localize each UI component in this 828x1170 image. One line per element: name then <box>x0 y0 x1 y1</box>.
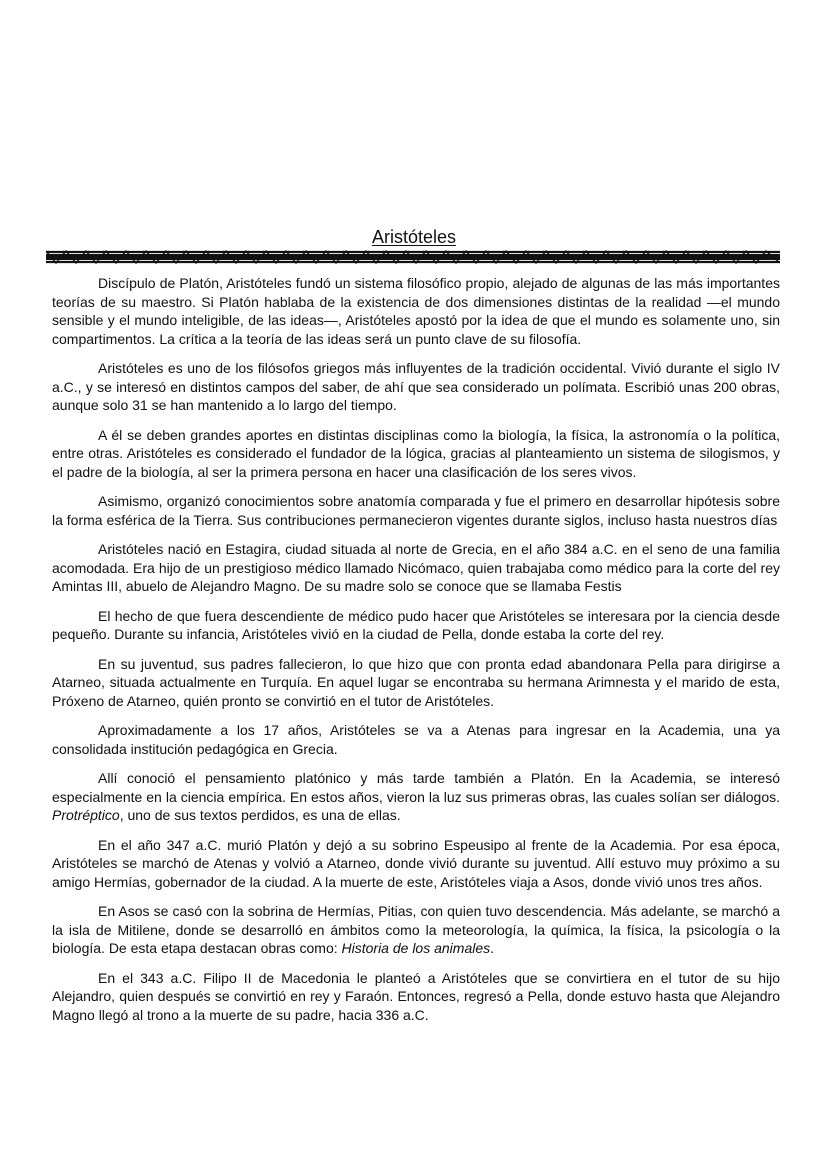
paragraph: Aproximadamente a los 17 años, Aristóteles se va a Atenas para ingresar en la Academia, una ya consolidada institución pedagógica en Grecia. <box>52 722 780 757</box>
body-text <box>52 274 780 1035</box>
paragraph: Aristóteles es uno de los filósofos griegos más influyentes de la tradición occidental. Vivió durante el siglo IV a.C., y se interesó en distintos campos del saber, de ahí que sea considerado un polímata. Escribió unas 200 obras, aunque solo 31 se han mantenido a lo largo del tiempo. <box>52 360 780 413</box>
paragraph-text: En Asos se casó con la sobrina de Hermías, Pitias, con quien tuvo descendencia. Más adelante, se marchó a la isla de Mitilene, donde se desarrolló en ámbitos como la meteorología, la química, la física, la psicología o la biología. De esta etapa destacan obras como: <box>52 903 780 956</box>
paragraph: Aristóteles nació en Estagira, ciudad situada al norte de Grecia, en el año 384 a.C. en el seno de una familia acomodada. Era hijo de un prestigioso médico llamado Nicómaco, quien trabajaba como médico para la corte del rey Amintas III, abuelo de Alejandro Magno. De su madre solo se conoce que se llamaba Festis <box>52 541 780 594</box>
paragraph: A él se deben grandes aportes en distintas disciplinas como la biología, la física, la astronomía o la política, entre otras. Aristóteles es considerado el fundador de la lógica, gracias al planteamiento un sistema de silogismos, y el padre de la biología, al ser la primera persona en hacer una clasificación de los seres vivos. <box>52 426 780 480</box>
paragraph: En el año 347 a.C. murió Platón y dejó a su sobrino Espeusipo al frente de la Academia. Por esa época, Aristóteles se marchó de Atenas y volvió a Atarneo, donde vivió durante su juventud. Allí estuvo muy próximo a su amigo Hermías, gobernador de la ciudad. A la muerte de este, Aristóteles viaja a Asos, donde vivió unos tres años. <box>52 836 780 890</box>
book-title: Protréptico <box>52 807 120 823</box>
paragraph-text: , uno de sus textos perdidos, es una de ellas. <box>119 807 401 823</box>
book-title: Historia de los animales <box>341 940 491 956</box>
paragraph: En su juventud, sus padres fallecieron, lo que hizo que con pronta edad abandonara Pella para dirigirse a Atarneo, situada actualmente en Turquía. En aquel lugar se encontraba su hermana Arimnesta y el marido de esta, Próxeno de Atarneo, quién pronto se convirtió en el tutor de Aristóteles. <box>52 655 780 709</box>
page-title: Aristóteles <box>371 227 457 247</box>
paragraph-text: . <box>490 940 495 956</box>
paragraph: Asimismo, organizó conocimientos sobre anatomía comparada y fue el primero en desarrollar hipótesis sobre la forma esférica de la Tierra. Sus contribuciones permanecieron vigentes durante siglos, incluso hasta nuestros días <box>52 493 780 528</box>
paragraph <box>52 769 780 825</box>
paragraph <box>52 902 780 958</box>
redacted-scribble-line <box>46 249 780 265</box>
paragraph: El hecho de que fuera descendiente de médico pudo hacer que Aristóteles se interesara por la ciencia desde pequeño. Durante su infancia, Aristóteles vivió en la ciudad de Pella, donde estaba la corte del rey. <box>52 607 780 642</box>
paragraph-text: Allí conoció el pensamiento platónico y más tarde también a Platón. En la Academia, se interesó especialmente en la ciencia empírica. En estos años, vieron la luz sus primeras obras, las cuales solían ser diálogos. <box>52 770 780 805</box>
paragraph: En el 343 a.C. Filipo II de Macedonia le planteó a Aristóteles que se convirtiera en el tutor de su hijo Alejandro, quien después se convirtió en rey y Faraón. Entonces, regresó a Pella, donde estuvo hasta que Alejandro Magno llegó al trono a la muerte de su padre, hacia 336 a.C. <box>52 969 780 1023</box>
paragraph: Discípulo de Platón, Aristóteles fundó un sistema filosófico propio, alejado de algunas de las más importantes teorías de su maestro. Si Platón hablaba de la existencia de dos dimensiones distintas de la realidad —el mundo sensible y el mundo inteligible, de las ideas—, Aristóteles apostó por la idea de que el mundo es solamente uno, sin compartimentos. La crítica a la teoría de las ideas será un punto clave de su filosofía. <box>52 275 780 347</box>
